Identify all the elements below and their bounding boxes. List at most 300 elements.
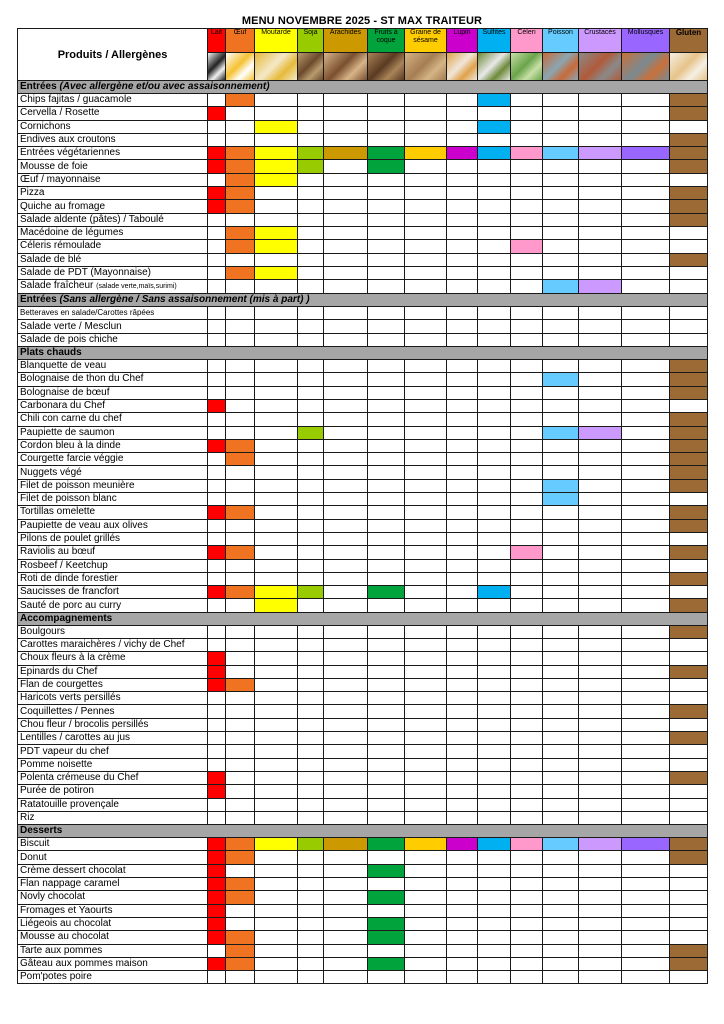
allergen-cell	[368, 360, 405, 373]
allergen-cell	[208, 811, 226, 824]
allergen-cell	[447, 851, 478, 864]
allergen-cell	[670, 798, 708, 811]
allergen-header-0: Lait	[208, 29, 226, 53]
allergen-marker	[670, 386, 708, 399]
allergen-marker	[226, 506, 255, 519]
allergen-cell	[478, 532, 511, 545]
allergen-cell	[226, 107, 255, 120]
allergen-cell	[511, 638, 543, 651]
allergen-cell	[511, 160, 543, 173]
allergen-cell	[543, 957, 579, 970]
allergen-cell	[324, 572, 368, 585]
allergen-cell	[324, 745, 368, 758]
allergen-marker	[226, 453, 255, 466]
allergen-cell	[622, 226, 670, 239]
allergen-cell	[368, 732, 405, 745]
dish-name: Chou fleur / brocolis persillés	[20, 718, 149, 730]
allergen-marker	[208, 771, 226, 784]
allergen-cell	[208, 320, 226, 333]
allergen-cell	[579, 732, 622, 745]
dish-name: Rosbeef / Keetchup	[20, 559, 108, 571]
dish-name-cell	[18, 240, 208, 253]
allergen-cell	[543, 718, 579, 731]
allergen-header-6: Graine de sésame	[405, 29, 447, 53]
allergen-cell	[368, 240, 405, 253]
document-title: MENU NOVEMBRE 2025 - ST MAX TRAITEUR	[241, 15, 483, 27]
allergen-cell	[543, 519, 579, 532]
dish-note: (salade verte,maïs,surimi)	[96, 283, 177, 291]
allergen-cell	[324, 333, 368, 346]
dish-name-cell	[18, 718, 208, 731]
dish-name-cell	[18, 838, 208, 851]
allergen-cell	[255, 851, 298, 864]
allergen-marker	[670, 466, 708, 479]
allergen-cell	[670, 266, 708, 279]
allergen-cell	[255, 559, 298, 572]
table-row	[18, 333, 708, 346]
allergen-cell	[447, 665, 478, 678]
allergen-cell	[368, 652, 405, 665]
dish-name-cell	[18, 479, 208, 492]
allergen-marker	[579, 280, 622, 294]
allergen-cell	[447, 878, 478, 891]
allergen-cell	[579, 599, 622, 612]
allergen-cell	[622, 931, 670, 944]
allergen-cell	[478, 798, 511, 811]
dish-name-cell	[18, 957, 208, 970]
allergen-cell	[447, 532, 478, 545]
allergen-cell	[622, 333, 670, 346]
allergen-cell	[298, 253, 324, 266]
allergen-cell	[368, 493, 405, 506]
allergen-cell	[622, 957, 670, 970]
allergen-marker	[670, 599, 708, 612]
allergen-cell	[324, 373, 368, 386]
allergen-cell	[255, 360, 298, 373]
allergen-cell	[226, 479, 255, 492]
table-row	[18, 718, 708, 731]
allergen-marker	[208, 878, 226, 891]
allergen-cell	[368, 811, 405, 824]
allergen-cell	[208, 413, 226, 426]
allergen-cell	[324, 173, 368, 186]
allergen-cell	[670, 173, 708, 186]
allergen-cell	[208, 718, 226, 731]
allergen-cell	[622, 798, 670, 811]
allergen-cell	[255, 133, 298, 146]
allergen-cell	[579, 718, 622, 731]
allergen-cell	[208, 798, 226, 811]
allergen-cell	[579, 864, 622, 877]
mollusc-photo	[622, 53, 669, 80]
allergen-cell	[324, 798, 368, 811]
allergen-cell	[324, 226, 368, 239]
allergen-cell	[543, 971, 579, 984]
table-row	[18, 94, 708, 107]
allergen-cell	[478, 692, 511, 705]
allergen-cell	[579, 173, 622, 186]
dish-name: Tarte aux pommes	[20, 944, 103, 956]
allergen-cell	[478, 240, 511, 253]
table-row	[18, 307, 708, 320]
allergen-cell	[405, 957, 447, 970]
allergen-marker	[579, 838, 622, 851]
dish-name-cell	[18, 519, 208, 532]
allergen-cell	[447, 253, 478, 266]
allergen-cell	[622, 532, 670, 545]
section-subtitle: (Sans allergène / Sans assaisonnement (mis à part) )	[56, 294, 310, 306]
allergen-cell	[405, 94, 447, 107]
allergen-cell	[255, 878, 298, 891]
dish-name-cell	[18, 758, 208, 771]
dish-name: Mousse au chocolat	[20, 931, 109, 943]
allergen-cell	[405, 891, 447, 904]
allergen-cell	[226, 373, 255, 386]
allergen-cell	[543, 931, 579, 944]
allergen-cell	[447, 280, 478, 294]
allergen-cell	[670, 931, 708, 944]
allergen-cell	[255, 453, 298, 466]
allergen-marker	[670, 625, 708, 638]
allergen-cell	[622, 399, 670, 412]
allergen-marker	[670, 187, 708, 200]
allergen-cell	[447, 811, 478, 824]
allergen-cell	[579, 479, 622, 492]
allergen-cell	[447, 187, 478, 200]
table-row	[18, 851, 708, 864]
allergen-cell	[543, 413, 579, 426]
allergen-cell	[543, 307, 579, 320]
shellfish-photo	[579, 53, 621, 80]
allergen-cell	[298, 546, 324, 559]
table-row	[18, 360, 708, 373]
dish-name-cell	[18, 586, 208, 599]
allergen-cell	[368, 133, 405, 146]
allergen-cell	[208, 493, 226, 506]
allergen-cell	[478, 333, 511, 346]
allergen-marker	[511, 546, 543, 559]
dish-name: Bolognaise de thon du Chef	[20, 373, 144, 385]
allergen-cell	[298, 413, 324, 426]
allergen-cell	[622, 692, 670, 705]
allergen-marker	[670, 253, 708, 266]
allergen-cell	[226, 904, 255, 917]
allergen-table	[17, 28, 708, 984]
allergen-cell	[579, 133, 622, 146]
allergen-cell	[478, 678, 511, 691]
allergen-marker	[208, 665, 226, 678]
allergen-cell	[478, 320, 511, 333]
dish-name: Coquillettes / Pennes	[20, 705, 115, 717]
allergen-cell	[543, 665, 579, 678]
dish-name: Gâteau aux pommes maison	[20, 957, 148, 969]
allergen-cell	[368, 878, 405, 891]
allergen-cell	[208, 599, 226, 612]
allergen-marker	[298, 838, 324, 851]
table-row	[18, 532, 708, 545]
allergen-cell	[298, 107, 324, 120]
allergen-cell	[478, 705, 511, 718]
dish-name-cell	[18, 546, 208, 559]
allergen-cell	[670, 586, 708, 599]
allergen-cell	[255, 107, 298, 120]
dish-name: Cornichons	[20, 120, 71, 132]
allergen-cell	[622, 386, 670, 399]
allergen-cell	[478, 413, 511, 426]
allergen-cell	[324, 187, 368, 200]
allergen-cell	[447, 107, 478, 120]
allergen-cell	[579, 307, 622, 320]
allergen-cell	[622, 133, 670, 146]
allergen-cell	[622, 493, 670, 506]
bread-photo	[670, 53, 707, 80]
dish-name: Filet de poisson blanc	[20, 493, 117, 505]
allergen-cell	[226, 360, 255, 373]
allergen-cell	[511, 732, 543, 745]
allergen-cell	[511, 133, 543, 146]
allergen-cell	[622, 917, 670, 930]
table-row	[18, 586, 708, 599]
dish-name-cell	[18, 320, 208, 333]
allergen-cell	[368, 625, 405, 638]
allergen-cell	[298, 931, 324, 944]
allergen-header-5: Fruits à coque	[368, 29, 405, 53]
allergen-header-12: Mollusques	[622, 29, 670, 53]
allergen-marker	[208, 957, 226, 970]
allergen-marker	[226, 240, 255, 253]
dish-name: Saucisses de francfort	[20, 586, 119, 598]
allergen-cell	[447, 559, 478, 572]
allergen-cell	[543, 107, 579, 120]
allergen-cell	[368, 426, 405, 439]
allergen-cell	[622, 572, 670, 585]
allergen-marker	[579, 426, 622, 439]
allergen-cell	[447, 120, 478, 133]
allergen-cell	[324, 851, 368, 864]
allergen-marker	[368, 917, 405, 930]
allergen-cell	[579, 917, 622, 930]
allergen-cell	[298, 718, 324, 731]
allergen-marker	[670, 479, 708, 492]
allergen-marker	[298, 147, 324, 160]
allergen-cell	[226, 320, 255, 333]
allergen-cell	[324, 360, 368, 373]
allergen-cell	[579, 771, 622, 784]
allergen-cell	[447, 360, 478, 373]
allergen-cell	[543, 705, 579, 718]
allergen-cell	[543, 333, 579, 346]
dish-name: Biscuit	[20, 838, 50, 850]
allergen-cell	[255, 785, 298, 798]
dish-name: Quiche au fromage	[20, 200, 106, 212]
allergen-marker	[579, 147, 622, 160]
allergen-cell	[298, 771, 324, 784]
allergen-cell	[447, 240, 478, 253]
allergen-cell	[405, 944, 447, 957]
allergen-cell	[255, 200, 298, 213]
allergen-cell	[226, 758, 255, 771]
allergen-cell	[255, 426, 298, 439]
allergen-cell	[298, 453, 324, 466]
allergen-cell	[405, 771, 447, 784]
allergen-cell	[324, 878, 368, 891]
allergen-cell	[226, 572, 255, 585]
allergen-cell	[579, 785, 622, 798]
allergen-cell	[226, 532, 255, 545]
allergen-cell	[226, 559, 255, 572]
dish-name: Paupiette de veau aux olives	[20, 519, 148, 531]
allergen-cell	[478, 851, 511, 864]
dish-name-cell	[18, 493, 208, 506]
allergen-cell	[579, 107, 622, 120]
allergen-cell	[579, 240, 622, 253]
allergen-cell	[622, 426, 670, 439]
allergen-cell	[622, 586, 670, 599]
table-row	[18, 931, 708, 944]
allergen-cell	[324, 599, 368, 612]
allergen-cell	[298, 559, 324, 572]
allergen-cell	[622, 785, 670, 798]
allergen-cell	[208, 758, 226, 771]
allergen-marker	[226, 94, 255, 107]
allergen-cell	[511, 917, 543, 930]
allergen-cell	[447, 718, 478, 731]
allergen-marker	[670, 94, 708, 107]
allergen-cell	[478, 811, 511, 824]
dish-name: Lentilles / carottes au jus	[20, 732, 131, 744]
allergen-cell	[579, 878, 622, 891]
allergen-marker	[478, 120, 511, 133]
table-row	[18, 173, 708, 186]
allergen-cell	[543, 599, 579, 612]
dish-name-cell	[18, 811, 208, 824]
allergen-marker	[208, 147, 226, 160]
allergen-cell	[255, 187, 298, 200]
allergen-cell	[478, 758, 511, 771]
mustard-photo	[255, 53, 297, 80]
allergen-marker	[208, 904, 226, 917]
allergen-cell	[478, 718, 511, 731]
allergen-cell	[622, 107, 670, 120]
table-row	[18, 665, 708, 678]
dish-name: Salade de blé	[20, 253, 82, 265]
allergen-marker	[208, 160, 226, 173]
allergen-cell	[405, 785, 447, 798]
dish-name: Chili con carne du chef	[20, 413, 122, 425]
allergen-cell	[298, 493, 324, 506]
allergen-marker	[478, 147, 511, 160]
dish-name-cell	[18, 971, 208, 984]
allergen-cell	[579, 705, 622, 718]
table-row	[18, 758, 708, 771]
table-row	[18, 572, 708, 585]
allergen-cell	[579, 386, 622, 399]
allergen-cell	[670, 718, 708, 731]
allergen-cell	[447, 891, 478, 904]
allergen-cell	[543, 878, 579, 891]
allergen-cell	[255, 625, 298, 638]
allergen-cell	[405, 745, 447, 758]
allergen-cell	[511, 94, 543, 107]
allergen-cell	[298, 94, 324, 107]
allergen-marker	[255, 147, 298, 160]
allergen-marker	[670, 453, 708, 466]
allergen-cell	[622, 519, 670, 532]
allergen-cell	[208, 426, 226, 439]
allergen-cell	[405, 559, 447, 572]
allergen-marker	[543, 280, 579, 294]
allergen-cell	[478, 864, 511, 877]
dish-name: Choux fleurs à la crème	[20, 652, 126, 664]
allergen-cell	[405, 811, 447, 824]
table-row	[18, 811, 708, 824]
allergen-cell	[255, 333, 298, 346]
allergen-cell	[447, 705, 478, 718]
allergen-cell	[579, 519, 622, 532]
allergen-cell	[478, 493, 511, 506]
dish-name-cell	[18, 399, 208, 412]
allergen-marker	[543, 373, 579, 386]
allergen-cell	[670, 878, 708, 891]
allergen-cell	[208, 532, 226, 545]
allergen-cell	[622, 864, 670, 877]
allergen-cell	[511, 399, 543, 412]
allergen-cell	[405, 133, 447, 146]
allergen-cell	[208, 638, 226, 651]
allergen-cell	[255, 705, 298, 718]
allergen-cell	[622, 771, 670, 784]
section-title: Accompagnements	[20, 612, 113, 624]
dish-name: Haricots verts persillés	[20, 692, 121, 704]
nuts-photo	[368, 53, 404, 80]
allergen-cell	[255, 532, 298, 545]
allergen-cell	[447, 638, 478, 651]
allergen-cell	[511, 266, 543, 279]
allergen-marker	[226, 586, 255, 599]
allergen-cell	[622, 94, 670, 107]
table-row	[18, 745, 708, 758]
allergen-cell	[579, 586, 622, 599]
allergen-cell	[208, 692, 226, 705]
allergen-marker	[670, 519, 708, 532]
eggs-photo	[226, 53, 254, 80]
allergen-cell	[226, 652, 255, 665]
allergen-marker	[670, 732, 708, 745]
allergen-cell	[670, 785, 708, 798]
allergen-cell	[447, 519, 478, 532]
allergen-cell	[226, 599, 255, 612]
dish-name: Liégeois au chocolat	[20, 918, 112, 930]
allergen-cell	[368, 373, 405, 386]
allergen-cell	[579, 200, 622, 213]
allergen-cell	[405, 625, 447, 638]
table-row	[18, 213, 708, 226]
allergen-cell	[324, 307, 368, 320]
allergen-cell	[255, 399, 298, 412]
table-row	[18, 638, 708, 651]
allergen-cell	[543, 226, 579, 239]
allergen-cell	[543, 559, 579, 572]
allergen-cell	[622, 944, 670, 957]
allergen-cell	[298, 200, 324, 213]
allergen-header-13: Gluten	[670, 29, 708, 53]
dish-name-cell	[18, 732, 208, 745]
table-row	[18, 732, 708, 745]
allergen-marker	[255, 173, 298, 186]
allergen-cell	[324, 320, 368, 333]
dish-name: Betteraves en salade/Carottes râpées	[20, 308, 155, 318]
allergen-cell	[447, 266, 478, 279]
